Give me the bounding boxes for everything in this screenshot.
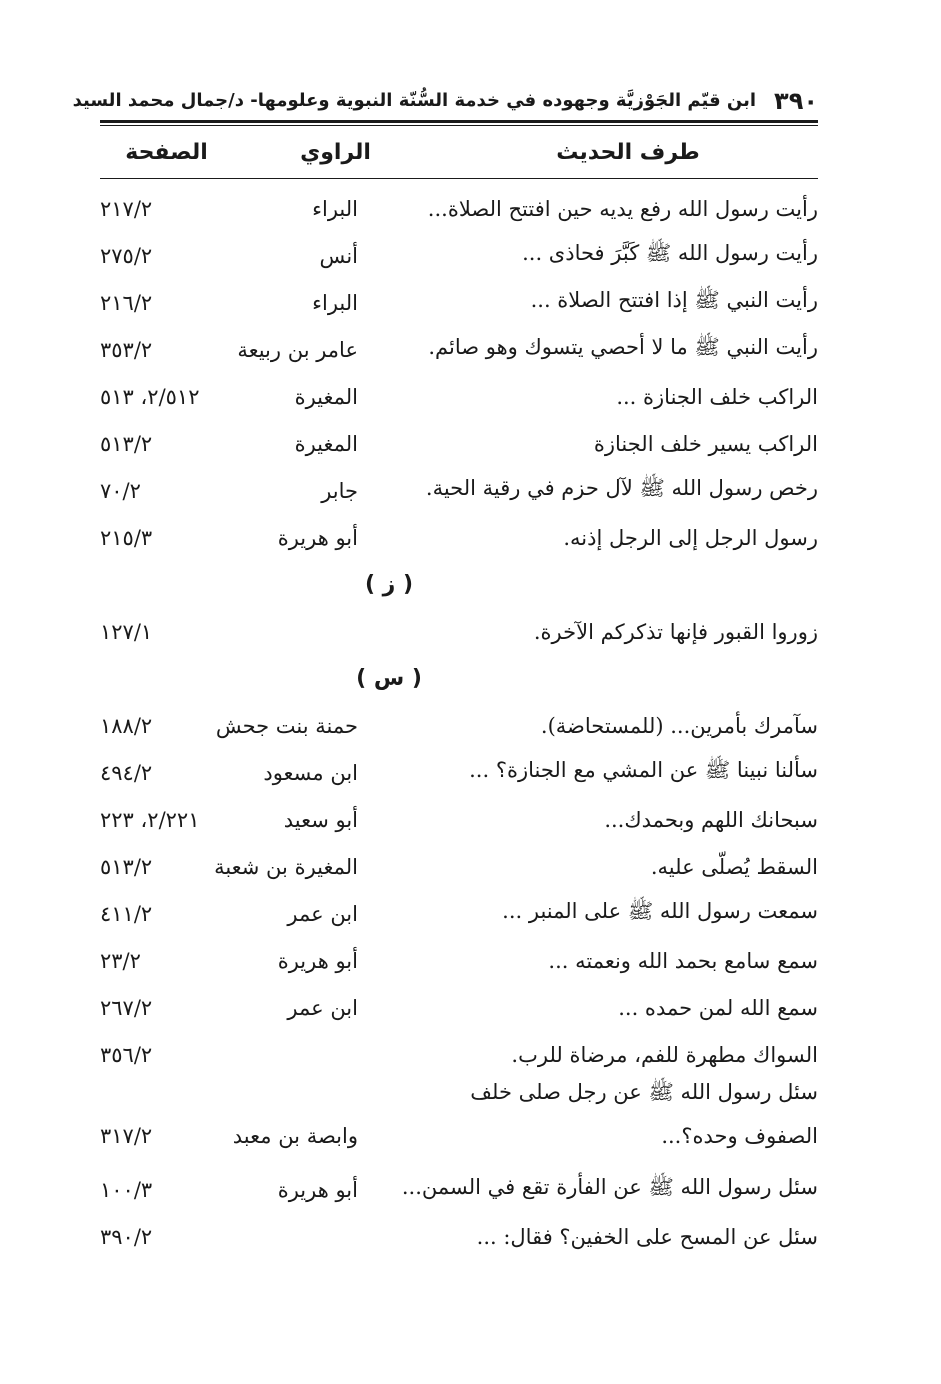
page-number: ٣٩٠ [774,87,818,115]
column-headers [100,126,818,179]
narrator-name: أبو هريرة [277,948,358,973]
hadith-text: رسول الرجل إلى الرجل إذنه. [563,525,818,550]
narrator-name: وابصة بن معبد [232,1124,358,1148]
hadith-text-line-1: سئل رسول الله ﷺ عن رجل صلى خلف [470,1080,818,1104]
page-reference: ٣٥٦/٢ [100,1042,153,1067]
index-row [100,420,818,467]
hadith-text: سآمرك بأمرين... (للمستحاضة). [540,713,818,738]
page-reference: ٢٦٧/٢ [100,995,153,1020]
page-reference: ٢/٥١٢، ٥١٣ [100,384,200,409]
narrator-name: ابن عمر [287,901,358,926]
hadith-text: سمع سامع بحمد الله ونعمته ... [548,948,818,973]
page-reference: ٣١٧/٢ [100,1124,153,1148]
page-reference: ٢/٢٢١، ٢٢٣ [100,807,200,832]
page-reference: ٤١١/٢ [100,901,153,926]
index-row [100,702,818,749]
page-reference: ٣٥٣/٢ [100,337,153,362]
narrator-name: حمنة بنت جحش [215,713,358,738]
page-reference: ٢٧٥/٢ [100,243,153,268]
index-row [100,232,818,279]
page-reference: ١٨٨/٢ [100,713,153,738]
narrator-name: المغيرة [294,384,358,409]
index-row [100,608,818,655]
section-heading-seen: ( س ) [356,666,422,691]
narrator-name: أبو سعيد [283,807,358,832]
hadith-text: رأيت رسول الله ﷺ كَبَّرَ فحاذى ... [522,241,818,265]
column-header-page: الصفحة [125,139,208,165]
hadith-text: رأيت رسول الله رفع يديه حين افتتح الصلاة... [427,196,818,221]
section-heading-zay: ( ز ) [364,572,414,597]
page-reference: ٢٣/٢ [100,948,141,973]
index-row [100,843,818,890]
index-row [100,984,818,1031]
page-reference: ٣٩٠/٢ [100,1224,153,1249]
index-row [100,467,818,514]
hadith-text: زوروا القبور فإنها تذكركم الآخرة. [533,619,818,644]
index-row [100,279,818,326]
hadith-text: الراكب يسير خلف الجنازة [593,431,818,456]
page-reference: ٢١٧/٢ [100,196,153,221]
narrator-name: المغيرة [294,431,358,456]
page-reference: ٤٩٤/٢ [100,760,153,785]
hadith-text: سبحانك اللهم وبحمدك... [604,807,818,832]
hadith-text: سمع الله لمن حمده ... [618,995,818,1020]
hadith-text: سئل عن المسح على الخفين؟ فقال: ... [476,1224,818,1249]
hadith-text: رخص رسول الله ﷺ لآل حزم في رقية الحية. [425,476,818,500]
hadith-text [358,1070,818,1158]
column-header-hadith: طرف الحديث [556,139,700,165]
narrator-name: عامر بن ربيعة [237,337,358,362]
page [72,80,818,1260]
book-title: ابن قيّم الجَوْزيَّة وجهوده في خدمة السُّنّة النبوية وعلومها- د/جمال محمد السيد [72,90,757,111]
hadith-text: السواك مطهرة للفم، مرضاة للرب. [511,1042,818,1067]
index-row [100,749,818,796]
header-rule-thick [100,120,818,123]
page-reference: ٥١٣/٢ [100,431,153,456]
page-reference: ١٠٠/٣ [100,1177,153,1202]
narrator-name: أبو هريرة [277,1177,358,1202]
hadith-text: سألنا نبينا ﷺ عن المشي مع الجنازة؟ ... [469,758,818,782]
narrator-name: المغيرة بن شعبة [214,854,358,879]
page-reference: ١٢٧/١ [100,619,153,644]
hadith-text: الراكب خلف الجنازة ... [616,384,818,409]
index-row [100,796,818,843]
hadith-text: سمعت رسول الله ﷺ على المنبر ... [502,899,818,923]
index-row [100,373,818,420]
hadith-text: السقط يُصلّى عليه. [650,854,818,879]
hadith-text: سئل رسول الله ﷺ عن الفأرة تقع في السمن... [401,1175,818,1199]
narrator-name: جابر [321,478,358,503]
index-entries [100,185,818,1260]
narrator-name: أبو هريرة [277,525,358,550]
hadith-text-line-2: الصفوف وحده؟... [661,1124,818,1148]
index-row [100,1166,818,1213]
narrator-name: أنس [319,243,358,268]
index-row [100,890,818,937]
running-header [72,80,818,116]
index-row [100,937,818,984]
index-row [100,1213,818,1260]
page-reference: ٢١٦/٢ [100,290,153,315]
narrator-name: البراء [312,290,358,315]
narrator-name: ابن عمر [287,995,358,1020]
index-row [100,185,818,232]
hadith-text: رأيت النبي ﷺ ما لا أحصي يتسوك وهو صائم. [428,335,818,359]
hadith-text: رأيت النبي ﷺ إذا افتتح الصلاة ... [530,288,818,312]
index-row [100,326,818,373]
index-row [100,1078,818,1166]
page-reference: ٥١٣/٢ [100,854,153,879]
narrator-name: البراء [312,196,358,221]
page-reference: ٢١٥/٣ [100,525,153,550]
narrator-name: ابن مسعود [263,760,358,785]
column-header-narrator: الراوي [300,139,371,165]
page-reference: ٧٠/٢ [100,478,141,503]
index-row [100,514,818,561]
